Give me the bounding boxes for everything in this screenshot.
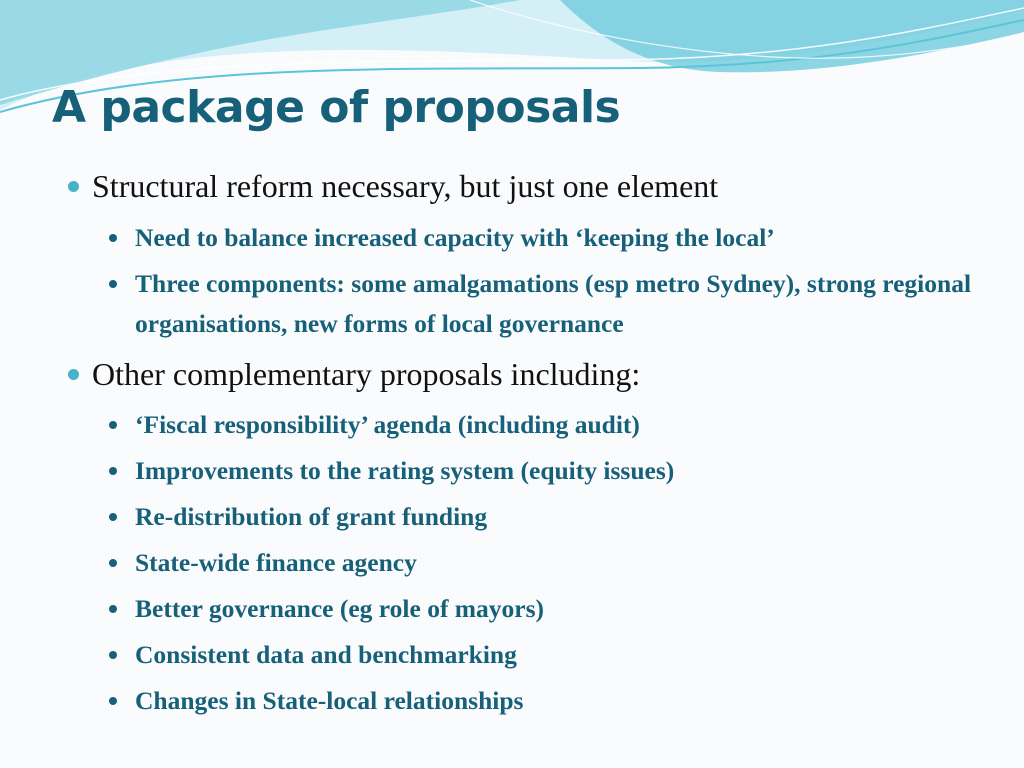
sub-bullet-text: Changes in State-local relationships [135, 686, 524, 715]
sub-bullet-dot [109, 513, 117, 521]
main-bullet-text: Structural reform necessary, but just one element [92, 168, 719, 204]
sub-bullet-text: Consistent data and benchmarking [135, 640, 517, 669]
sub-bullet-dot [109, 559, 117, 567]
sub-bullet-text: Re-distribution of grant funding [135, 502, 488, 531]
sub-bullet-dot [109, 605, 117, 613]
sub-bullet-text: Better governance (eg role of mayors) [135, 594, 545, 623]
sub-bullet-text: Improvements to the rating system (equity issues) [135, 456, 675, 485]
sub-bullet-text: Need to balance increased capacity with ‘keeping the local’ [135, 223, 775, 252]
sub-bullet-dot [109, 651, 117, 659]
sub-bullet-dot [109, 280, 117, 288]
sub-bullet-dot [109, 467, 117, 475]
sub-bullet-text: State-wide finance agency [135, 548, 417, 577]
sub-bullet-dot [109, 697, 117, 705]
sub-bullet-dot [109, 234, 117, 242]
main-bullet-text: Other complementary proposals including: [92, 356, 641, 392]
sub-bullet-text: Three components: some amalgamations (esp metro Sydney), strong regional organisations, new forms of local governance [135, 269, 972, 338]
bullet-dot [68, 369, 79, 380]
sub-bullet-text: ‘Fiscal responsibility’ agenda (including audit) [135, 410, 640, 439]
slide-title: A package of proposals [52, 82, 621, 133]
sub-bullet-dot [109, 421, 117, 429]
bullet-dot [68, 181, 79, 192]
